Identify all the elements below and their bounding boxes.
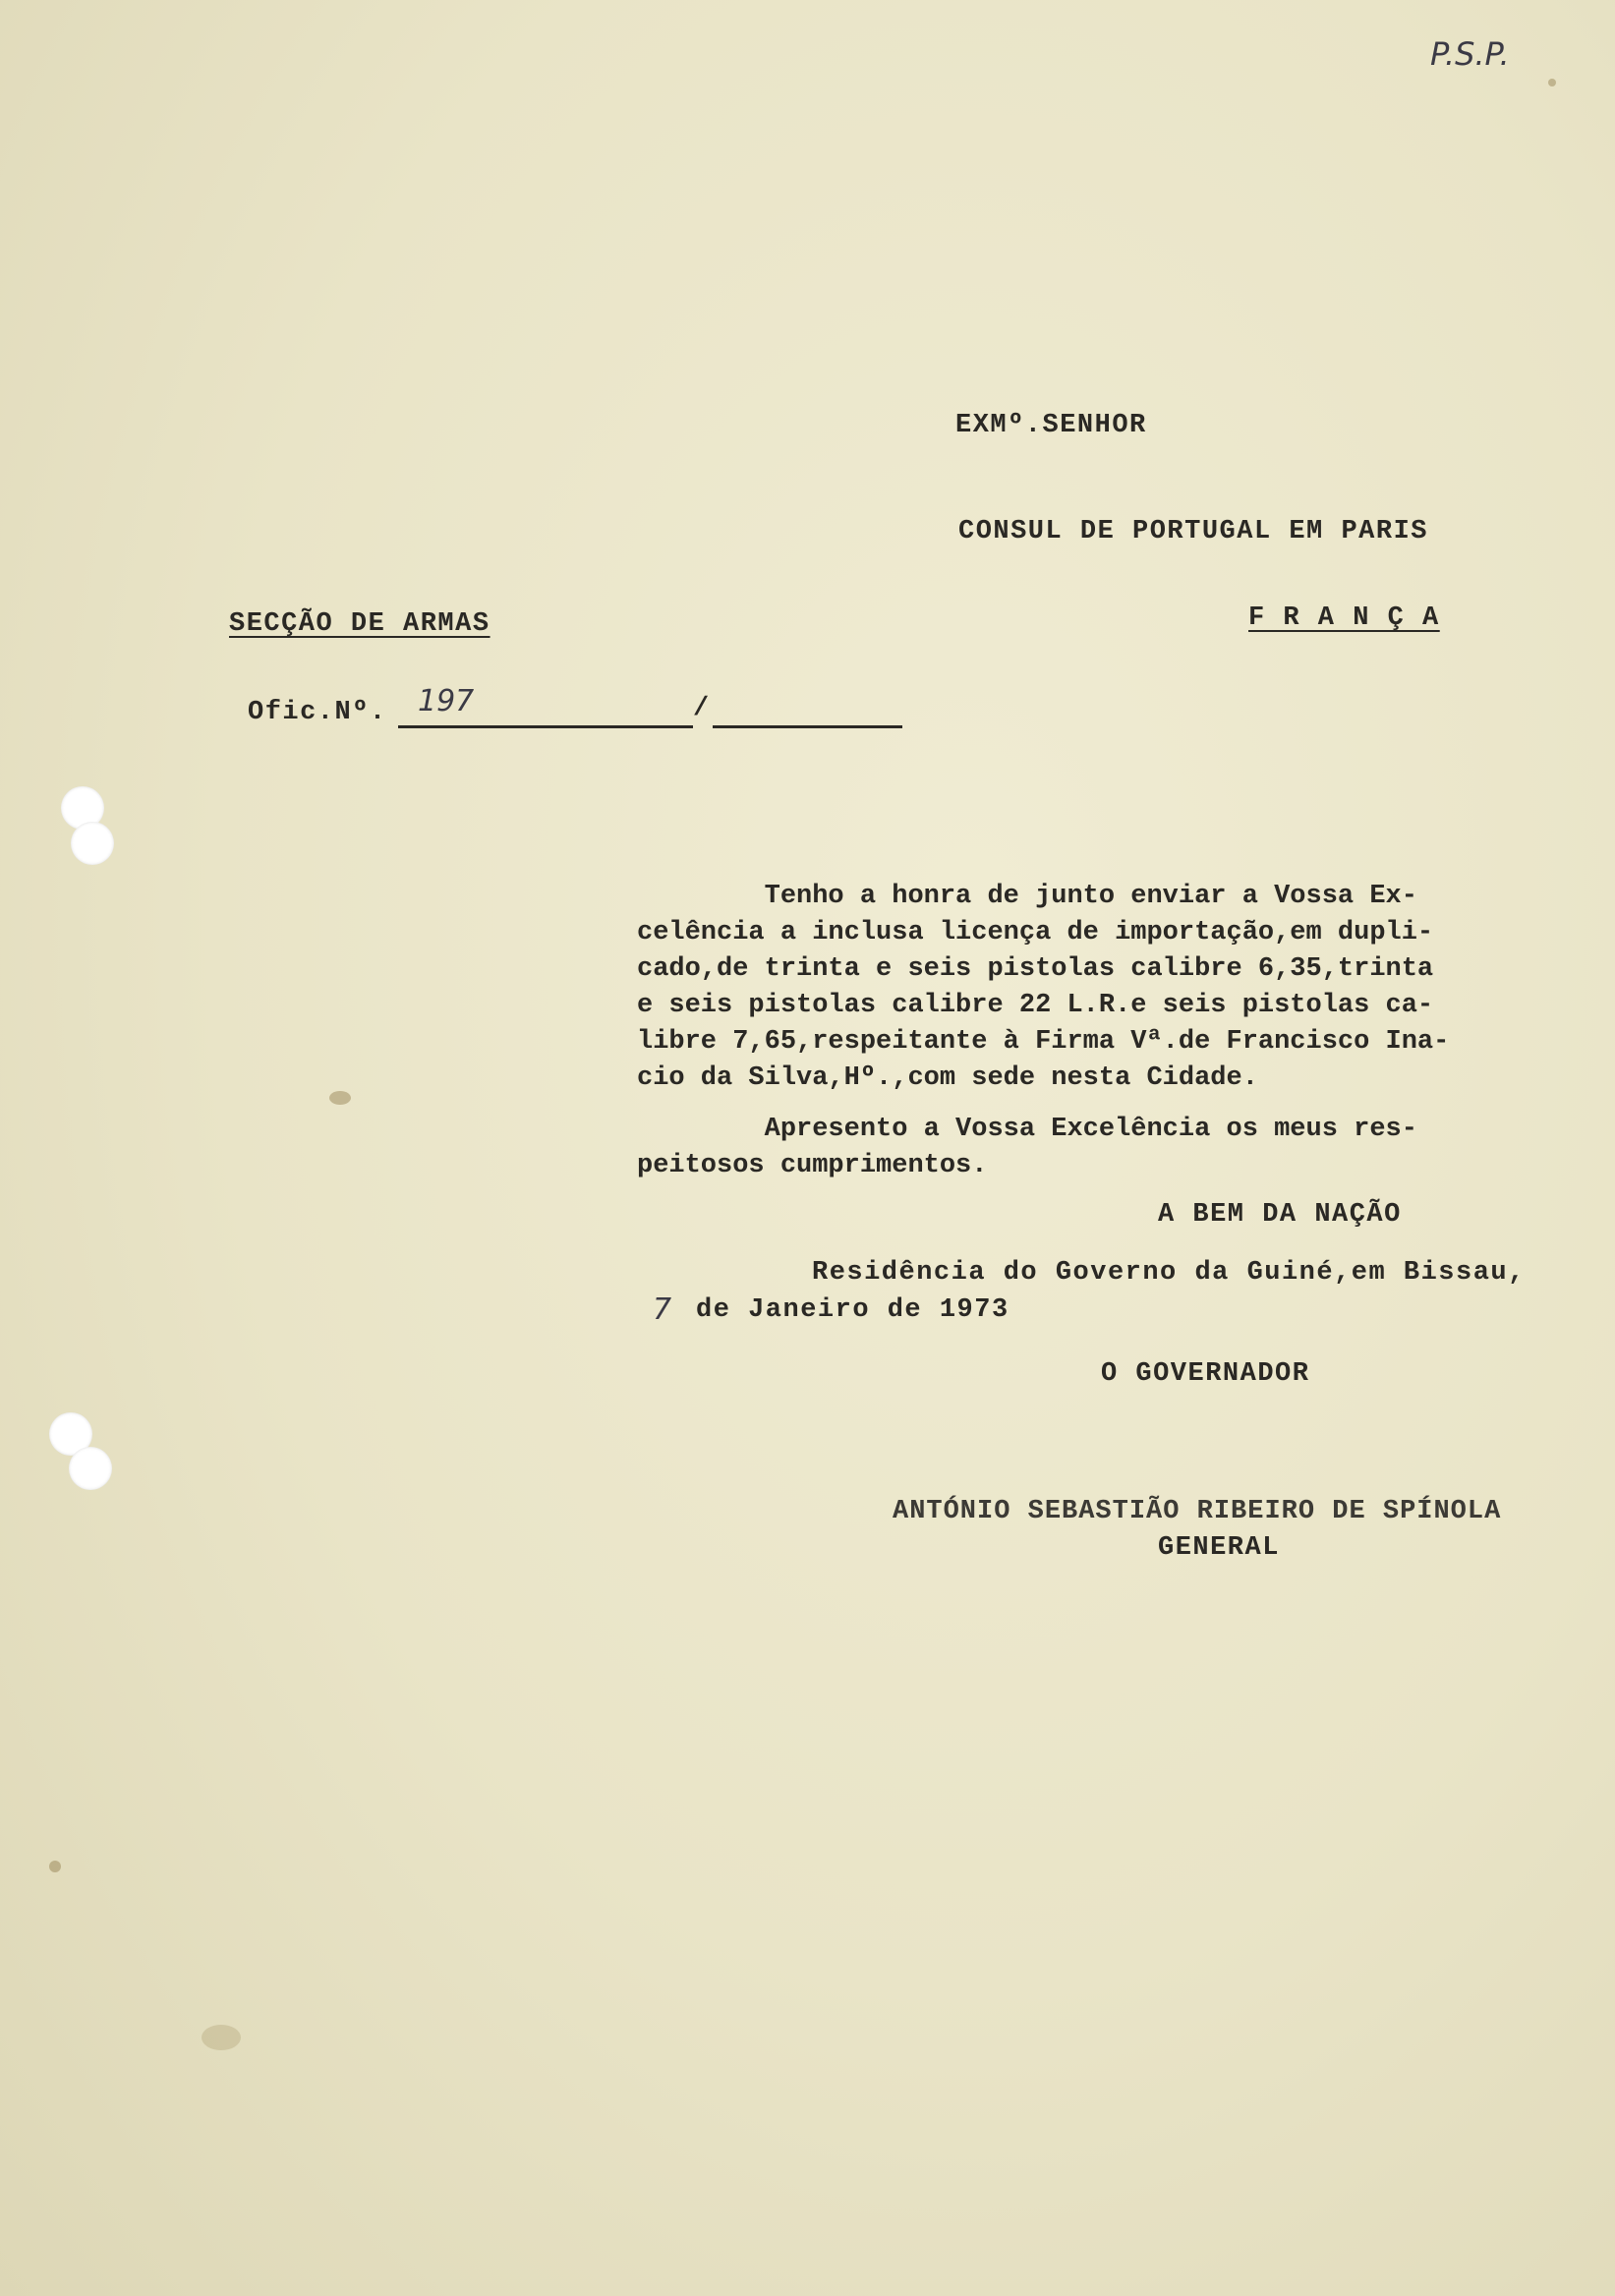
closing: A BEM DA NAÇÃO (1158, 1200, 1402, 1230)
paper-stain (329, 1091, 351, 1105)
reference-number-line (398, 725, 693, 728)
paper-stain (202, 2025, 241, 2050)
date-day: 7 (653, 1292, 672, 1327)
reference-separator: / (693, 694, 711, 723)
body-line: peitosos cumprimentos. (637, 1151, 988, 1180)
body-line: cado,de trinta e seis pistolas calibre 6,35,trinta (637, 954, 1434, 984)
paper-stain (49, 1861, 61, 1872)
recipient: CONSUL DE PORTUGAL EM PARIS (958, 517, 1428, 546)
date-rest: de Janeiro de 1973 (696, 1295, 1009, 1325)
paper-stain (1548, 79, 1556, 86)
body-line: celência a inclusa licença de importação,em dupli- (637, 918, 1434, 947)
corner-mark: P.S.P. (1430, 35, 1510, 73)
signatory-name: ANTÓNIO SEBASTIÃO RIBEIRO DE SPÍNOLA (893, 1497, 1502, 1526)
salutation: EXMº.SENHOR (955, 411, 1147, 440)
punch-hole-top-2 (71, 822, 114, 865)
section-title: SECÇÃO DE ARMAS (229, 609, 490, 639)
signatory-role: O GOVERNADOR (1101, 1359, 1310, 1389)
reference-year-line (713, 725, 902, 728)
place: Residência do Governo da Guiné,em Bissau, (812, 1258, 1526, 1288)
country: F R A N Ç A (1248, 603, 1440, 633)
body-line: cio da Silva,Hº.,com sede nesta Cidade. (637, 1063, 1258, 1093)
body-line: Apresento a Vossa Excelência os meus res- (637, 1115, 1417, 1144)
body-line: Tenho a honra de junto enviar a Vossa Ex- (637, 882, 1417, 911)
signatory-rank: GENERAL (1158, 1533, 1280, 1563)
reference-label: Ofic.Nº. (248, 698, 387, 727)
reference-number: 197 (418, 684, 475, 718)
body-line: e seis pistolas calibre 22 L.R.e seis pistolas ca- (637, 991, 1434, 1020)
punch-hole-bottom-2 (69, 1447, 112, 1490)
body-line: libre 7,65,respeitante à Firma Vª.de Francisco Ina- (637, 1027, 1450, 1057)
